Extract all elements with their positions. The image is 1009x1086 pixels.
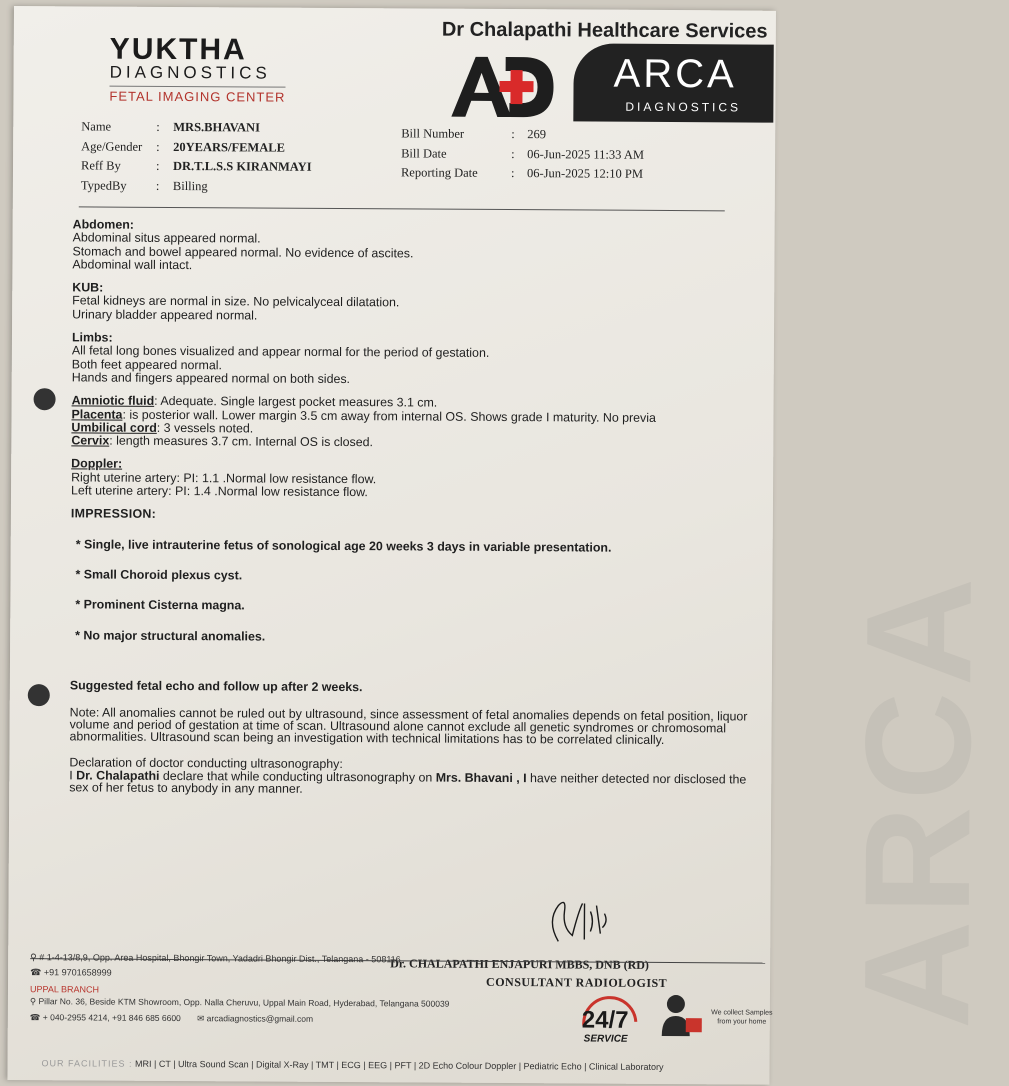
punch-hole [28, 684, 50, 706]
bill-date-label: Bill Date [401, 145, 447, 161]
facilities-list: MRI | CT | Ultra Sound Scan | Digital X-Ray | TMT | ECG | EEG | PFT | 2D Echo Colour Doppler | Pediatric Echo | Clinical Laboratory [135, 1058, 664, 1072]
kub-heading: KUB: [72, 280, 104, 295]
phone-branch-row [30, 1012, 313, 1025]
phone-icon: ☎ [29, 1012, 41, 1023]
bill-number: 269 [527, 127, 547, 142]
uppal-branch-label: UPPAL BRANCH [29, 984, 100, 995]
yuktha-logo-name: YUKTHA [109, 32, 247, 67]
ad-logo-icon [447, 51, 557, 122]
kub-line: Fetal kidneys are normal in size. No pelvicalyceal dilatation. [72, 293, 400, 310]
amniotic-text: : Adequate. Single largest pocket measures 3.1 cm. [154, 394, 438, 410]
address-main-row [30, 952, 401, 965]
declaration-text [69, 770, 749, 798]
home-collection-text: We collect Samples from your home [711, 1009, 773, 1026]
typed-by: Billing [172, 178, 208, 193]
disclaimer-note: Note: All anomalies cannot be ruled out by ultrasound, since assessment of fetal anomalies depends on fetal position, liquor volume and period of gestation at time of scan. Ultrasound alone cannot exclude all genetic syndromes or chromosomal abnormalities. Ultrasound scan being an investigation with technical limitations has to be correlated clinically. [69, 705, 748, 748]
header-divider [79, 206, 725, 211]
home-collection-icon [656, 990, 704, 1038]
cervix-row [71, 435, 751, 452]
service-24-7-icon [574, 995, 644, 1043]
arca-logo-sub: DIAGNOSTICS [625, 99, 742, 115]
declaration-part: have neither detected nor disclosed the sex of her fetus to anybody in any manner. [69, 771, 747, 797]
cervix-label: Cervix [71, 433, 110, 448]
abdomen-heading: Abdomen: [72, 217, 134, 232]
arca-watermark: ARCA [831, 571, 1003, 1030]
doctor-signature-icon [544, 891, 614, 951]
patient-age: 20YEARS/FEMALE [173, 139, 286, 155]
umbilical-text: : 3 vessels noted. [156, 420, 254, 436]
abdomen-line: Abdominal situs appeared normal. [72, 230, 261, 246]
phone-branch: + 040-2955 4214, +91 846 685 6600 [42, 1012, 181, 1024]
referring-doctor: DR.T.L.S.S KIRANMAYI [172, 158, 312, 174]
email: arcadiagnostics@gmail.com [206, 1013, 314, 1024]
cervix-text: : length measures 3.7 cm. Internal OS is closed. [109, 433, 374, 450]
phone-main-row [30, 967, 112, 978]
bill-info: Bill Number : 269 Bill Date : 06-Jun-2025 11:33 AM Reporting Date : 06-Jun-2025 12:10 PM [401, 126, 644, 186]
address-branch: Pillar No. 36, Beside KTM Showroom, Opp. Nalla Cheruvu, Uppal Main Road, Hyderabad, Telangana 500039 [38, 996, 450, 1009]
suggestion: Suggested fetal echo and follow up after 2 weeks. [69, 678, 363, 694]
limbs-line: Hands and fingers appeared normal on both sides. [71, 370, 351, 387]
healthcare-title: Dr Chalapathi Healthcare Services [441, 18, 768, 43]
facilities-row [42, 1058, 664, 1072]
service-label: SERVICE [583, 1033, 628, 1045]
report-body [69, 218, 753, 798]
declaration-heading: Declaration of doctor conducting ultrasonography: [69, 755, 343, 772]
arca-logo-name: ARCA [613, 51, 737, 97]
address-branch-row [30, 996, 450, 1010]
doppler-line: Left uterine artery: PI: 1.4 .Normal low resistance flow. [70, 483, 368, 500]
address-main: # 1-4-13/8,9, Opp. Area Hospital, Bhongir Town, Yadadri Bhongir Dist., Telangana - 508116 [39, 952, 401, 965]
amniotic-label: Amniotic fluid [71, 393, 155, 409]
umbilical-label: Umbilical cord [71, 420, 157, 435]
limbs-line: Both feet appeared normal. [71, 357, 223, 372]
declaration-part: I [69, 768, 77, 783]
impression-item: * Prominent Cisterna magna. [75, 597, 245, 613]
facilities-label: OUR FACILITIES : [41, 1058, 133, 1069]
ref-label: Reff By [80, 158, 121, 173]
bill-date: 06-Jun-2025 11:33 AM [527, 146, 645, 162]
phone-main: +91 9701658999 [43, 967, 112, 978]
impression-heading: IMPRESSION: [70, 506, 157, 522]
location-pin-icon: ⚲ [30, 952, 37, 963]
reporting-date: 06-Jun-2025 12:10 PM [526, 166, 644, 181]
abdomen-line: Stomach and bowel appeared normal. No evidence of ascites. [72, 243, 414, 261]
location-pin-icon: ⚲ [29, 996, 37, 1007]
patient-name: MRS.BHAVANI [173, 119, 261, 135]
kub-line: Urinary bladder appeared normal. [72, 307, 258, 323]
placenta-label: Placenta [71, 406, 123, 422]
yuktha-logo [109, 33, 309, 105]
reporting-date-label: Reporting Date [400, 165, 478, 180]
fluid-placenta-section [71, 395, 751, 452]
placenta-text: : is posterior wall. Lower margin 3.5 cm away from internal OS. Shows grade I maturity. No previa [122, 407, 656, 425]
typed-label: TypedBy [80, 177, 127, 193]
arca-logo [573, 43, 773, 122]
yuktha-logo-sub: DIAGNOSTICS [109, 62, 271, 83]
kub-section [72, 282, 752, 326]
declaration-patient: Mrs. Bhavani , I [435, 771, 527, 786]
abdomen-line: Abdominal wall intact. [72, 257, 193, 272]
email-icon: ✉ [197, 1013, 205, 1024]
doppler-heading: Doppler: [71, 456, 123, 472]
service-24-7-text: 24/7 [581, 1006, 629, 1034]
yuktha-logo-tagline: FETAL IMAGING CENTER [109, 86, 285, 105]
limbs-section [72, 331, 752, 388]
declaration-part: declare that while conducting ultrasonography on [159, 769, 436, 786]
bill-number-label: Bill Number [401, 126, 465, 141]
limbs-heading: Limbs: [71, 330, 113, 345]
punch-hole [34, 388, 56, 410]
branch-label [30, 984, 99, 994]
impression-item: * No major structural anomalies. [75, 627, 266, 644]
doppler-line: Right uterine artery: PI: 1.1 .Normal low resistance flow. [71, 470, 377, 486]
patient-info: Name : MRS.BHAVANI Age/Gender : 20YEARS/FEMALE Reff By : DR.T.L.S.S KIRANMAYI TypedBy : Billing [81, 119, 312, 198]
doppler-section [71, 458, 751, 502]
impression-item: * Small Choroid plexus cyst. [75, 567, 243, 583]
age-label: Age/Gender [81, 138, 143, 154]
phone-icon: ☎ [30, 967, 42, 978]
abdomen-section [72, 218, 752, 275]
declaration-doctor: Dr. Chalapathi [76, 768, 160, 784]
name-label: Name [81, 119, 112, 134]
doctor-name: Dr. CHALAPATHI ENJAPURI MBBS, DNB (RD) [390, 956, 649, 972]
impression-item: * Single, live intrauterine fetus of sonological age 20 weeks 3 days in variable presentation. [75, 537, 612, 555]
doctor-title: CONSULTANT RADIOLOGIST [486, 974, 668, 991]
report-page [7, 6, 1003, 1085]
limbs-line: All fetal long bones visualized and appear normal for the period of gestation. [71, 343, 490, 361]
